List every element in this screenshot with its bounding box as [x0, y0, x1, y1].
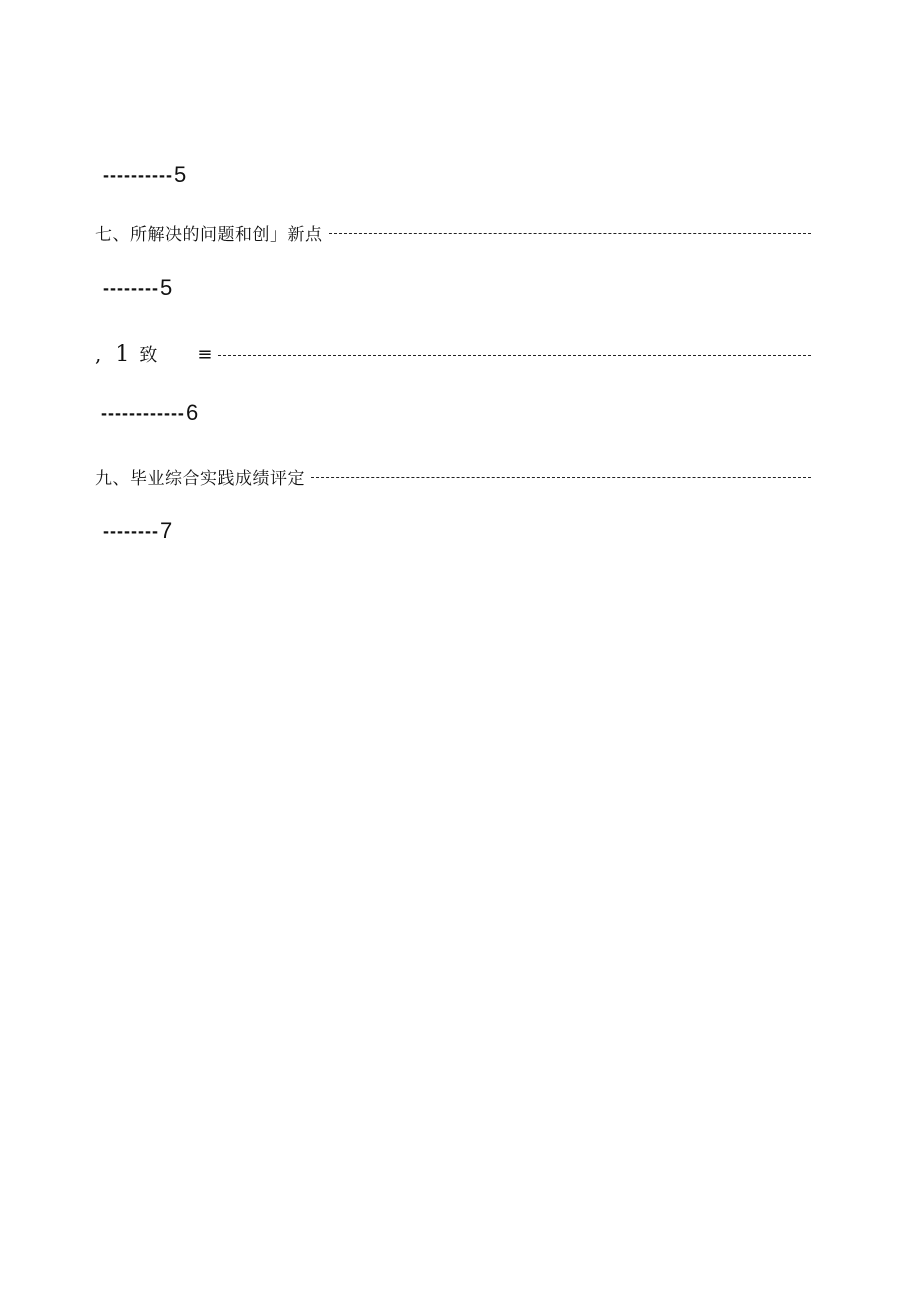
toc-leader: ------------ [101, 402, 185, 423]
toc-entry-title: 九、毕业综合实践成绩评定 [95, 468, 305, 489]
toc-entry-6-page-line [103, 162, 186, 188]
toc-entry-title-fragment: ≡ [197, 343, 213, 365]
toc-entry-7[interactable] [95, 220, 811, 244]
toc-page-number: 5 [173, 162, 187, 187]
toc-entry-title-fragment: 1 [115, 341, 130, 367]
toc-entry-8-page-line [101, 400, 198, 426]
toc-entry-title: 七、所解决的问题和创」新点 [95, 224, 323, 245]
toc-entry-9-page-line [103, 518, 172, 544]
toc-entry-title-fragment: 致 [139, 345, 158, 366]
toc-dotted-leader [311, 477, 811, 478]
toc-leader: ---------- [103, 164, 173, 185]
toc-entry-9[interactable] [95, 464, 811, 488]
toc-entry-title-fragment: , [95, 342, 102, 366]
toc-dotted-leader [218, 355, 811, 356]
toc-page-number: 5 [159, 275, 173, 300]
toc-entry-8[interactable] [95, 342, 811, 366]
toc-leader: -------- [103, 277, 159, 298]
toc-leader: -------- [103, 520, 159, 541]
toc-entry-7-page-line [103, 275, 172, 301]
toc-page-number: 7 [159, 518, 173, 543]
toc-page-number: 6 [185, 400, 199, 425]
toc-dotted-leader [329, 233, 812, 234]
